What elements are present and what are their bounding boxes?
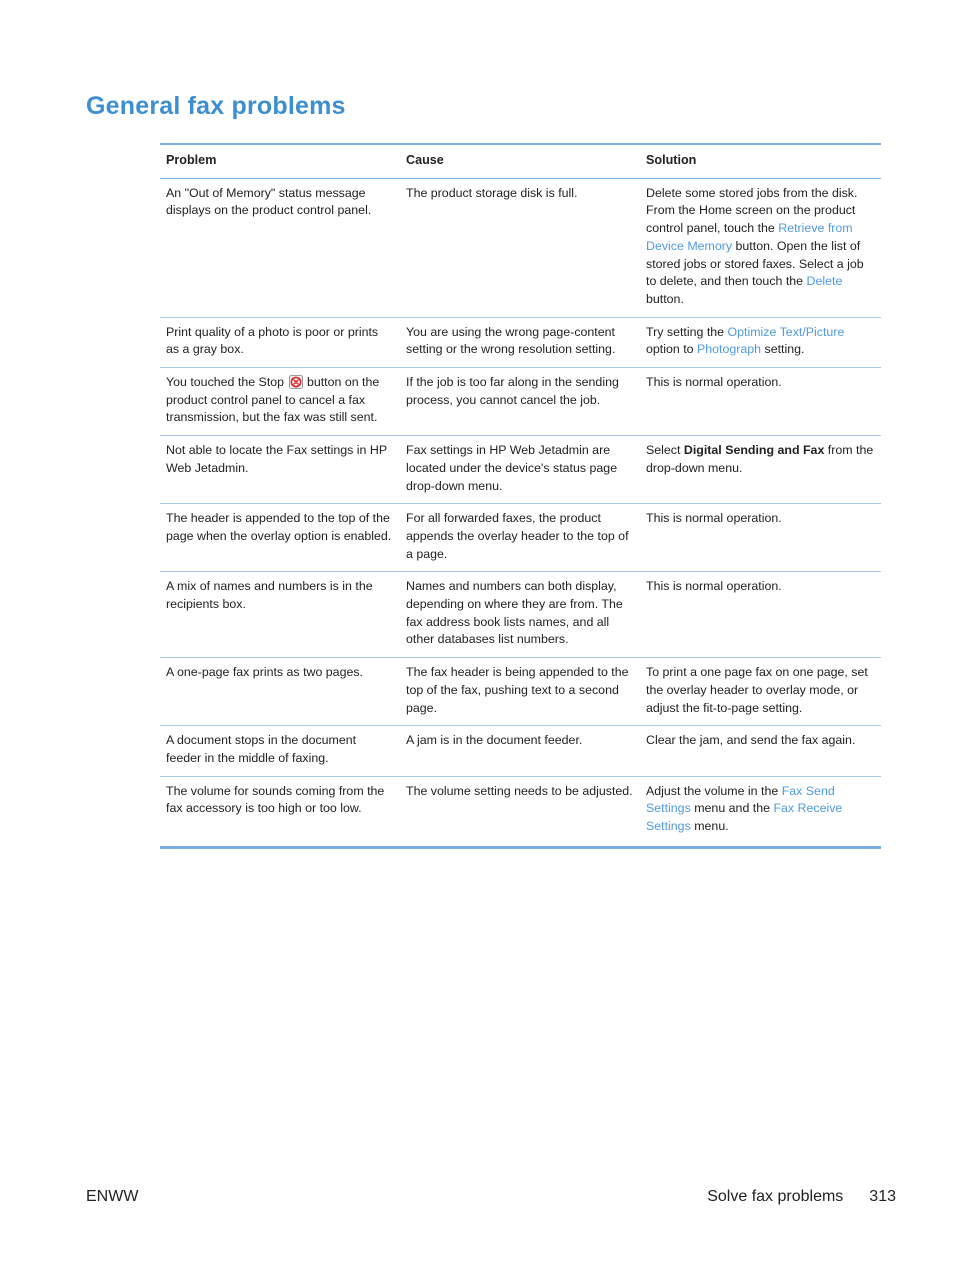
problem-cell: A document stops in the document feeder in the middle of faxing. [160, 726, 400, 776]
solution-text: option to [646, 342, 697, 357]
cause-cell: A jam is in the document feeder. [400, 726, 640, 776]
problem-text: You touched the Stop [166, 375, 288, 390]
cause-cell: If the job is too far along in the sending process, you cannot cancel the job. [400, 368, 640, 436]
cause-cell: Fax settings in HP Web Jetadmin are located under the device's status page drop-down menu. [400, 436, 640, 504]
table-header-row [160, 144, 881, 178]
solution-cell [640, 776, 881, 847]
cause-cell: The product storage disk is full. [400, 178, 640, 317]
fax-problems-table [160, 143, 881, 849]
problem-cell: An "Out of Memory" status message displays on the product control panel. [160, 178, 400, 317]
photograph-link[interactable]: Photograph [696, 342, 762, 357]
problem-text: button on the product control panel to cancel a fax transmission, but the fax was still sent. [166, 375, 380, 425]
problem-cell: Not able to locate the Fax settings in HP Web Jetadmin. [160, 436, 400, 504]
table-row [160, 658, 881, 726]
problem-cell: The volume for sounds coming from the fax accessory is too high or too low. [166, 783, 385, 816]
solution-cell: This is normal operation. [640, 368, 881, 436]
table-row [160, 726, 881, 776]
solution-text: button. Open the list of stored jobs or stored faxes. Select a job to delete, and then touch the [646, 238, 864, 289]
footer-section [707, 1188, 896, 1206]
table-row [160, 776, 881, 847]
fax-receive-settings-link[interactable]: Fax Receive Settings [646, 801, 843, 834]
footer-locale: ENWW [86, 1188, 139, 1205]
problem-cell: A one-page fax prints as two pages. [160, 658, 400, 726]
column-header-problem: Problem [160, 144, 400, 178]
solution-cell [640, 178, 881, 317]
table-row [160, 368, 881, 436]
table-row [160, 572, 881, 658]
problem-cell: Print quality of a photo is poor or prints as a gray box. [160, 317, 400, 367]
problem-cell [160, 368, 400, 436]
solution-text: setting. [761, 342, 805, 357]
cause-cell: You are using the wrong page-content setting or the wrong resolution setting. [400, 317, 640, 367]
problem-cell: The header is appended to the top of the page when the overlay option is enabled. [160, 504, 400, 572]
cause-cell: The fax header is being appended to the top of the fax, pushing text to a second page. [400, 658, 640, 726]
column-header-cause: Cause [400, 144, 640, 178]
stop-icon [289, 375, 303, 389]
problem-cell: A mix of names and numbers is in the recipients box. [160, 572, 400, 658]
digital-sending-and-fax-label: Digital Sending and Fax [683, 443, 825, 458]
table-row [160, 436, 881, 504]
delete-link[interactable]: Delete [806, 274, 843, 289]
table-row [160, 317, 881, 367]
solution-cell: Clear the jam, and send the fax again. [640, 726, 881, 776]
solution-text: menu and the [690, 801, 774, 816]
cause-cell: Names and numbers can both display, depending on where they are from. The fax address book lists names, and all other databases list numbers. [400, 572, 640, 658]
solution-text: menu. [690, 819, 729, 834]
table-row [160, 504, 881, 572]
fax-send-settings-link[interactable]: Fax Send Settings [646, 783, 835, 816]
solution-cell: This is normal operation. [640, 504, 881, 572]
solution-text: Try setting the [646, 324, 728, 339]
solution-text: Adjust the volume in the [646, 783, 782, 798]
solution-cell: To print a one page fax on one page, set the overlay header to overlay mode, or adjust the fit-to-page setting. [640, 658, 881, 726]
solution-text: button. [646, 291, 684, 306]
retrieve-from-device-memory-link[interactable]: Retrieve from Device Memory [646, 221, 853, 253]
optimize-text-picture-link[interactable]: Optimize Text/Picture [727, 324, 845, 339]
table-row [160, 178, 881, 317]
solution-text: from the drop-down menu. [646, 443, 874, 475]
footer-section-title: Solve fax problems [707, 1188, 844, 1205]
solution-text: Select [646, 443, 684, 458]
solution-text: Delete some stored jobs from the disk. From the Home screen on the product control panel, touch the [646, 185, 858, 236]
cause-cell: The volume setting needs to be adjusted. [406, 783, 633, 798]
solution-cell: This is normal operation. [640, 572, 881, 658]
page-title: General fax problems [86, 92, 346, 120]
column-header-solution: Solution [640, 144, 881, 178]
solution-cell [640, 436, 881, 504]
cause-cell: For all forwarded faxes, the product appends the overlay header to the top of a page. [400, 504, 640, 572]
page-number: 313 [869, 1188, 896, 1205]
solution-cell [640, 317, 881, 367]
